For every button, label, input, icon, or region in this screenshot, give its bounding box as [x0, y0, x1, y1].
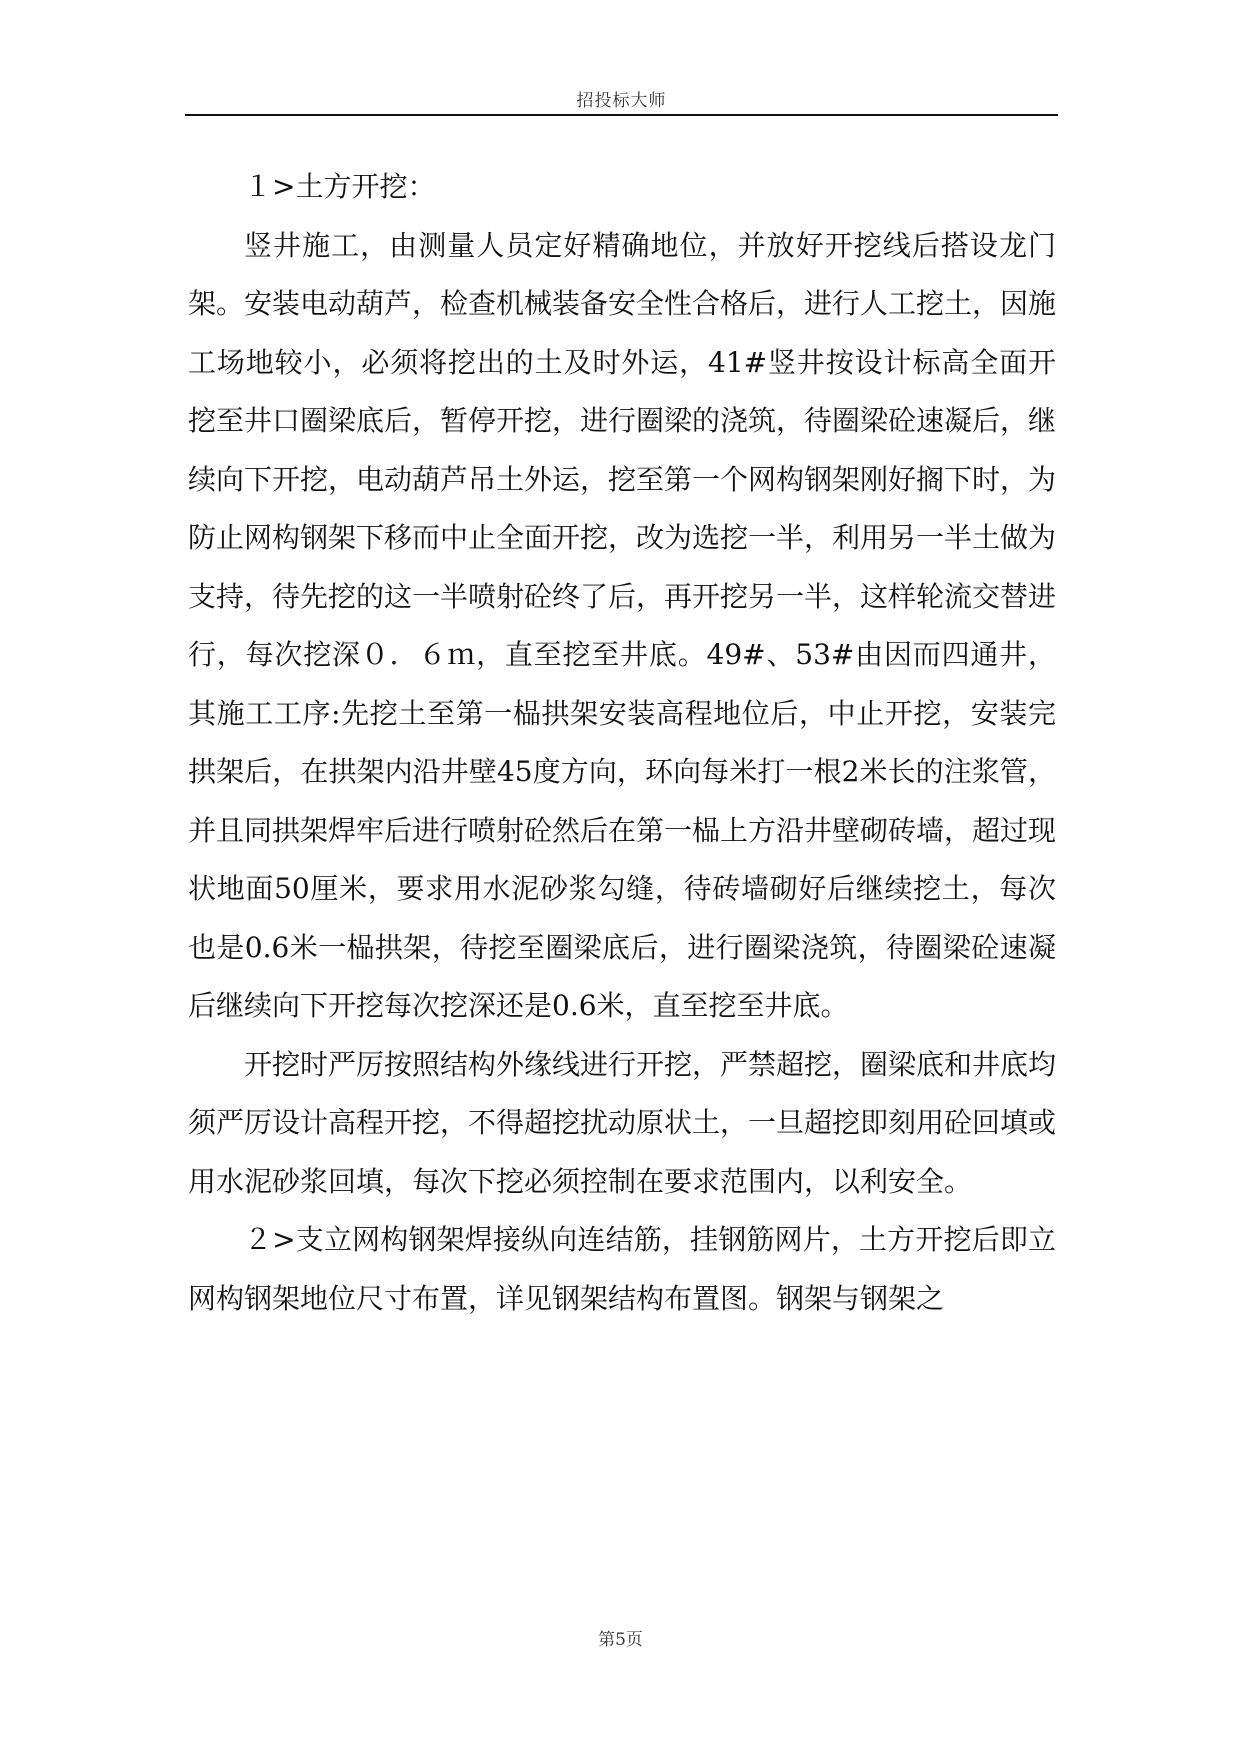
section-heading-steel-frame: ２>支立网构钢架焊接纵向连结筋，挂钢筋网片，土方开挖后即立网构钢架地位尺寸布置，详见钢架结构布置图。钢架与钢架之 — [188, 1223, 1056, 1315]
section-heading-earthwork: １>土方开挖： — [244, 170, 436, 203]
paragraph-excavation-rules: 开挖时严厉按照结构外缘线进行开挖，严禁超挖，圈梁底和井底均须严厉设计高程开挖，不得超挖扰动原状土，一旦超挖即刻用砼回填或用水泥砂浆回填，每次下挖必须控制在要求范围内，以利安全。 — [188, 1047, 1057, 1198]
page-header-title: 招投标大师 — [576, 91, 667, 111]
page-number: 第5页 — [598, 1630, 643, 1650]
header-divider — [185, 114, 1058, 116]
document-body — [188, 158, 1056, 1328]
paragraph-shaft-construction: 竖井施工，由测量人员定好精确地位，并放好开挖线后搭设龙门架。安装电动葫芦，检查机械装备安全性合格后，进行人工挖土，因施工场地较小，必须将挖出的土及时外运，41#竖井按设计标高全面开挖至井口圈梁底后，暂停开挖，进行圈梁的浇筑，待圈梁砼速凝后，继续向下开挖，电动葫芦吊土外运，挖至第一个网构钢架刚好搁下时，为防止网构钢架下移而中止全面开挖，改为选挖一半，利用另一半土做为支持，待先挖的这一半喷射砼终了后，再开挖另一半，这样轮流交替进行，每次挖深０．６ｍ，直至挖至井底。49#、53#由因而四通井，其施工工序:先挖土至第一榀拱架安装高程地位后，中止开挖，安装完拱架后，在拱架内沿井壁45度方向，环向每米打一根2米长的注浆管，并且同拱架焊牢后进行喷射砼然后在第一榀上方沿井壁砌砖墙，超过现状地面50厘米，要求用水泥砂浆勾缝，待砖墙砌好后继续挖土，每次也是0.6米一榀拱架，待挖至圈梁底后，进行圈梁浇筑，待圈梁砼速凝后继续向下开挖每次挖深还是0.6米，直至挖至井底。 — [188, 228, 1057, 1022]
